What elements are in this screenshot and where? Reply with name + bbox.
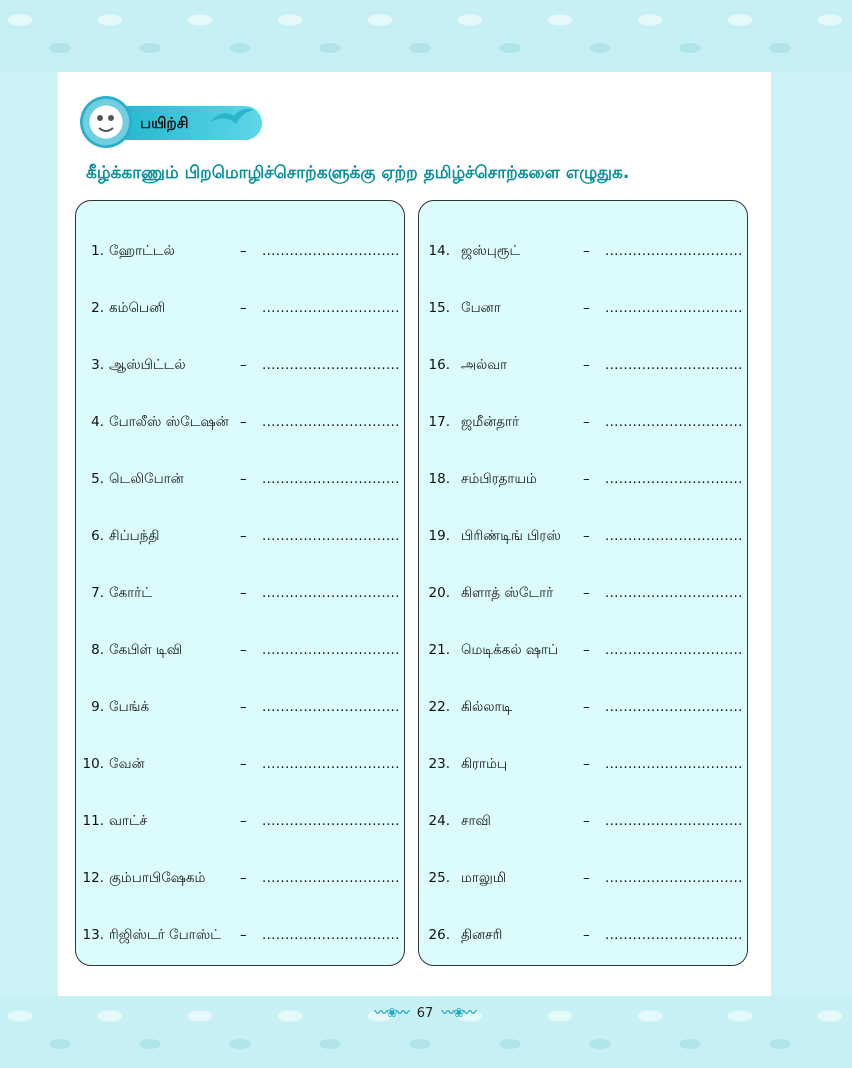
question-row <box>76 471 406 495</box>
answer-blank[interactable]: .............................. <box>262 699 400 715</box>
dash-separator: – <box>240 300 247 316</box>
answer-blank[interactable]: .............................. <box>262 585 400 601</box>
exercise-label: பயிற்சி <box>140 114 189 132</box>
dash-separator: – <box>240 870 247 886</box>
dash-separator: – <box>583 927 590 943</box>
answer-blank[interactable]: .............................. <box>605 243 743 259</box>
foreign-word: பேனா <box>461 300 501 316</box>
page-footer <box>330 1002 520 1022</box>
instruction-heading: கீழ்க்காணும் பிறமொழிச்சொற்களுக்கு ஏற்ற தமிழ்ச்சொற்களை எழுதுக. <box>86 163 630 183</box>
answer-blank[interactable]: .............................. <box>605 357 743 373</box>
question-row <box>76 813 406 837</box>
foreign-word: சாவி <box>461 813 491 829</box>
foreign-word: ஆஸ்பிட்டல் <box>109 357 186 373</box>
question-number: 3. <box>91 357 104 373</box>
dash-separator: – <box>240 927 247 943</box>
question-row <box>419 870 749 894</box>
dash-separator: – <box>240 471 247 487</box>
dash-separator: – <box>583 300 590 316</box>
foreign-word: சிப்பந்தி <box>109 528 160 544</box>
top-decorative-band <box>0 0 852 72</box>
answer-blank[interactable]: .............................. <box>262 300 400 316</box>
foreign-word: ஜஸ்புரூட் <box>461 243 521 259</box>
birds-icon <box>208 100 258 130</box>
question-number: 14. <box>428 243 450 259</box>
answer-blank[interactable]: .............................. <box>605 471 743 487</box>
smiling-sun-icon <box>80 96 132 148</box>
foreign-word: ரிஜிஸ்டர் போஸ்ட் <box>109 927 221 943</box>
question-number: 18. <box>428 471 450 487</box>
question-number: 20. <box>428 585 450 601</box>
question-number: 5. <box>91 471 104 487</box>
dash-separator: – <box>240 699 247 715</box>
question-row <box>419 357 749 381</box>
answer-blank[interactable]: .............................. <box>605 414 743 430</box>
foreign-word: வாட்ச் <box>109 813 148 829</box>
dash-separator: – <box>583 357 590 373</box>
answer-blank[interactable]: .............................. <box>262 414 400 430</box>
question-number: 7. <box>91 585 104 601</box>
left-question-box <box>75 200 405 966</box>
answer-blank[interactable]: .............................. <box>605 300 743 316</box>
question-number: 1. <box>91 243 104 259</box>
question-number: 21. <box>428 642 450 658</box>
dash-separator: – <box>240 357 247 373</box>
foreign-word: கிராம்பு <box>461 756 507 772</box>
foreign-word: பேங்க் <box>109 699 150 715</box>
dash-separator: – <box>240 585 247 601</box>
question-row <box>419 642 749 666</box>
question-number: 23. <box>428 756 450 772</box>
answer-blank[interactable]: .............................. <box>262 870 400 886</box>
page-number: 67 <box>416 1006 434 1021</box>
foreign-word: தினசரி <box>461 927 503 943</box>
dash-separator: – <box>583 642 590 658</box>
answer-blank[interactable]: .............................. <box>262 471 400 487</box>
foreign-word: ஹோட்டல் <box>109 243 175 259</box>
question-row <box>76 300 406 324</box>
question-row <box>76 756 406 780</box>
foreign-word: கில்லாடி <box>461 699 513 715</box>
answer-blank[interactable]: .............................. <box>605 813 743 829</box>
question-row <box>76 870 406 894</box>
question-row <box>419 813 749 837</box>
question-number: 8. <box>91 642 104 658</box>
foreign-word: போலீஸ் ஸ்டேஷன் <box>109 414 229 430</box>
dash-separator: – <box>583 528 590 544</box>
foreign-word: கம்பெனி <box>109 300 166 316</box>
question-number: 19. <box>428 528 450 544</box>
question-row <box>76 414 406 438</box>
dash-separator: – <box>240 414 247 430</box>
dash-separator: – <box>583 756 590 772</box>
left-ornament-icon: 〰❀〰 <box>374 1006 409 1021</box>
question-row <box>76 927 406 951</box>
question-number: 12. <box>82 870 104 886</box>
question-number: 24. <box>428 813 450 829</box>
dash-separator: – <box>583 414 590 430</box>
answer-blank[interactable]: .............................. <box>262 756 400 772</box>
answer-blank[interactable]: .............................. <box>605 699 743 715</box>
right-question-box <box>418 200 748 966</box>
question-row <box>419 699 749 723</box>
foreign-word: டெலிபோன் <box>109 471 184 487</box>
question-row <box>419 528 749 552</box>
question-number: 22. <box>428 699 450 715</box>
question-row <box>76 243 406 267</box>
foreign-word: கிளாத் ஸ்டோர் <box>461 585 554 601</box>
dash-separator: – <box>240 243 247 259</box>
foreign-word: மெடிக்கல் ஷாப் <box>461 642 559 658</box>
question-number: 6. <box>91 528 104 544</box>
foreign-word: மாலுமி <box>461 870 507 886</box>
question-number: 4. <box>91 414 104 430</box>
foreign-word: கோர்ட் <box>109 585 153 601</box>
foreign-word: பிரிண்டிங் பிரஸ் <box>461 528 561 544</box>
question-number: 25. <box>428 870 450 886</box>
foreign-word: ஜமீன்தார் <box>461 414 520 430</box>
answer-blank[interactable]: .............................. <box>605 870 743 886</box>
answer-blank[interactable]: .............................. <box>605 528 743 544</box>
answer-blank[interactable]: .............................. <box>605 585 743 601</box>
dash-separator: – <box>240 813 247 829</box>
question-number: 11. <box>82 813 104 829</box>
answer-blank[interactable]: .............................. <box>262 813 400 829</box>
question-row <box>419 927 749 951</box>
question-number: 26. <box>428 927 450 943</box>
answer-blank[interactable]: .............................. <box>262 642 400 658</box>
foreign-word: அல்வா <box>461 357 508 373</box>
question-row <box>419 243 749 267</box>
question-number: 17. <box>428 414 450 430</box>
dash-separator: – <box>583 870 590 886</box>
foreign-word: வேன் <box>109 756 145 772</box>
dash-separator: – <box>583 699 590 715</box>
question-row <box>76 528 406 552</box>
answer-blank[interactable]: .............................. <box>262 357 400 373</box>
question-row <box>419 300 749 324</box>
question-number: 15. <box>428 300 450 316</box>
question-number: 2. <box>91 300 104 316</box>
question-number: 9. <box>91 699 104 715</box>
answer-blank[interactable]: .............................. <box>605 756 743 772</box>
dash-separator: – <box>583 585 590 601</box>
dash-separator: – <box>240 642 247 658</box>
answer-blank[interactable]: .............................. <box>262 927 400 943</box>
dash-separator: – <box>240 528 247 544</box>
dash-separator: – <box>583 813 590 829</box>
question-row <box>419 585 749 609</box>
question-number: 13. <box>82 927 104 943</box>
answer-blank[interactable]: .............................. <box>605 927 743 943</box>
question-row <box>419 756 749 780</box>
dash-separator: – <box>583 471 590 487</box>
question-row <box>419 414 749 438</box>
question-row <box>76 699 406 723</box>
question-row <box>76 642 406 666</box>
question-row <box>76 357 406 381</box>
foreign-word: சம்பிரதாயம் <box>461 471 537 487</box>
question-row <box>76 585 406 609</box>
question-number: 16. <box>428 357 450 373</box>
answer-blank[interactable]: .............................. <box>262 528 400 544</box>
question-row <box>419 471 749 495</box>
dash-separator: – <box>583 243 590 259</box>
answer-blank[interactable]: .............................. <box>605 642 743 658</box>
foreign-word: கும்பாபிஷேகம் <box>109 870 206 886</box>
dash-separator: – <box>240 756 247 772</box>
answer-blank[interactable]: .............................. <box>262 243 400 259</box>
foreign-word: கேபிள் டிவி <box>109 642 183 658</box>
question-number: 10. <box>82 756 104 772</box>
right-ornament-icon: 〰❀〰 <box>441 1006 476 1021</box>
